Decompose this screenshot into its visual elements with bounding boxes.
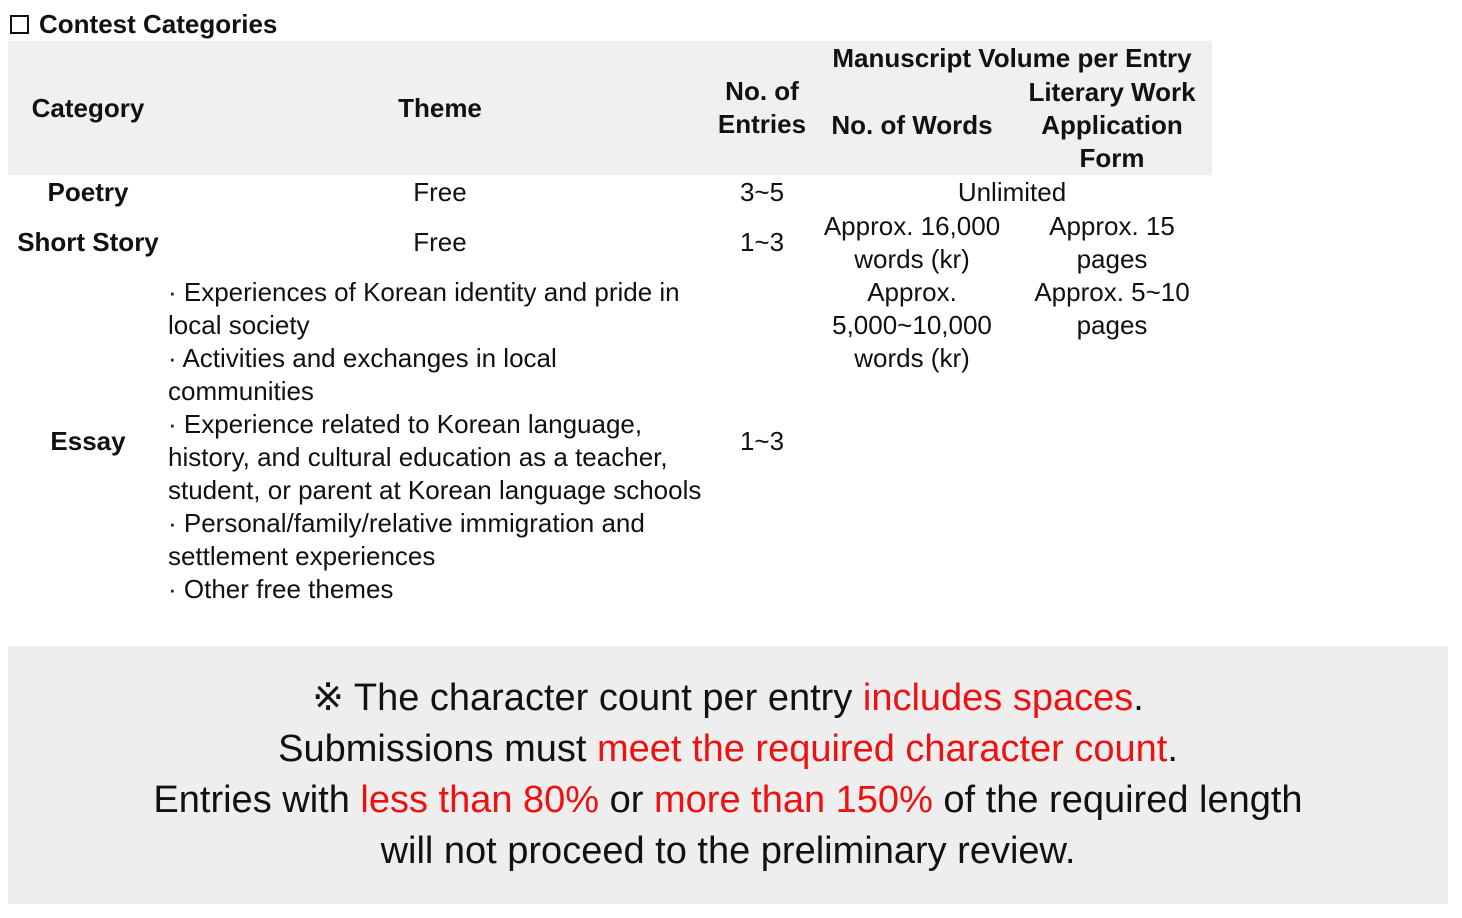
notice-text: . — [1167, 728, 1178, 770]
entries-cell: 3~5 — [739, 176, 785, 207]
square-bullet-icon — [10, 15, 29, 34]
category-cell: Essay — [50, 425, 126, 456]
theme-item: · Other free themes — [168, 574, 394, 604]
notice-highlight: includes spaces — [862, 677, 1134, 719]
theme-list-cell — [168, 276, 712, 606]
notice-line — [153, 775, 1302, 826]
notice-text: Submissions must — [278, 728, 597, 770]
notice-text: ※ The character count per entry — [312, 677, 863, 719]
table-row-essay — [8, 276, 1212, 606]
volume-cell: Unlimited — [957, 176, 1067, 207]
notice-text: Entries with — [153, 779, 361, 821]
table-row-poetry — [8, 175, 1212, 209]
theme-item: · Experiences of Korean identity and pride in local society — [168, 277, 680, 340]
header-words: No. of Words — [812, 75, 1012, 175]
form-cell: Approx. 5~10 pages — [1034, 277, 1190, 340]
theme-item: · Activities and exchanges in local communities — [168, 343, 557, 406]
header-volume-group: Manuscript Volume per Entry — [812, 41, 1212, 75]
theme-cell: Free — [413, 176, 467, 207]
theme-item: · Personal/family/relative immigration and settlement experiences — [168, 508, 645, 571]
entries-cell: 1~3 — [739, 227, 785, 257]
notice-text: or — [599, 779, 655, 821]
section-heading — [10, 8, 277, 40]
table-row-short-story — [8, 209, 1212, 276]
words-cell: Approx. 5,000~10,000 words (kr) — [832, 277, 992, 373]
header-row — [8, 41, 1212, 75]
notice-highlight: more than 150% — [654, 779, 933, 821]
words-cell: Approx. 16,000 words (kr) — [823, 210, 1001, 274]
notice-line: will not proceed to the preliminary review. — [380, 830, 1076, 872]
header-form: Literary Work Application Form — [1012, 75, 1212, 175]
notice-line — [312, 673, 1144, 724]
category-cell: Poetry — [47, 176, 129, 207]
notice-text: of the required length — [932, 779, 1303, 821]
header-entries: No. of Entries — [712, 41, 812, 175]
notice-highlight: less than 80% — [360, 779, 600, 821]
notice-line — [278, 724, 1178, 775]
category-cell: Short Story — [17, 227, 159, 257]
notice-highlight: meet the required character count — [597, 728, 1168, 770]
section-title: Contest Categories — [39, 8, 278, 39]
notice-text: . — [1133, 677, 1144, 719]
contest-categories-table — [8, 41, 1212, 606]
entries-cell: 1~3 — [739, 425, 785, 456]
notice-box — [8, 646, 1448, 904]
header-category: Category — [8, 41, 168, 175]
theme-cell: Free — [413, 227, 467, 257]
form-cell: Approx. 15 pages — [1049, 210, 1175, 274]
theme-item: · Experience related to Korean language, history, and cultural education as a teacher, student, or parent at Korean language schools — [168, 409, 702, 505]
header-theme: Theme — [168, 41, 712, 175]
